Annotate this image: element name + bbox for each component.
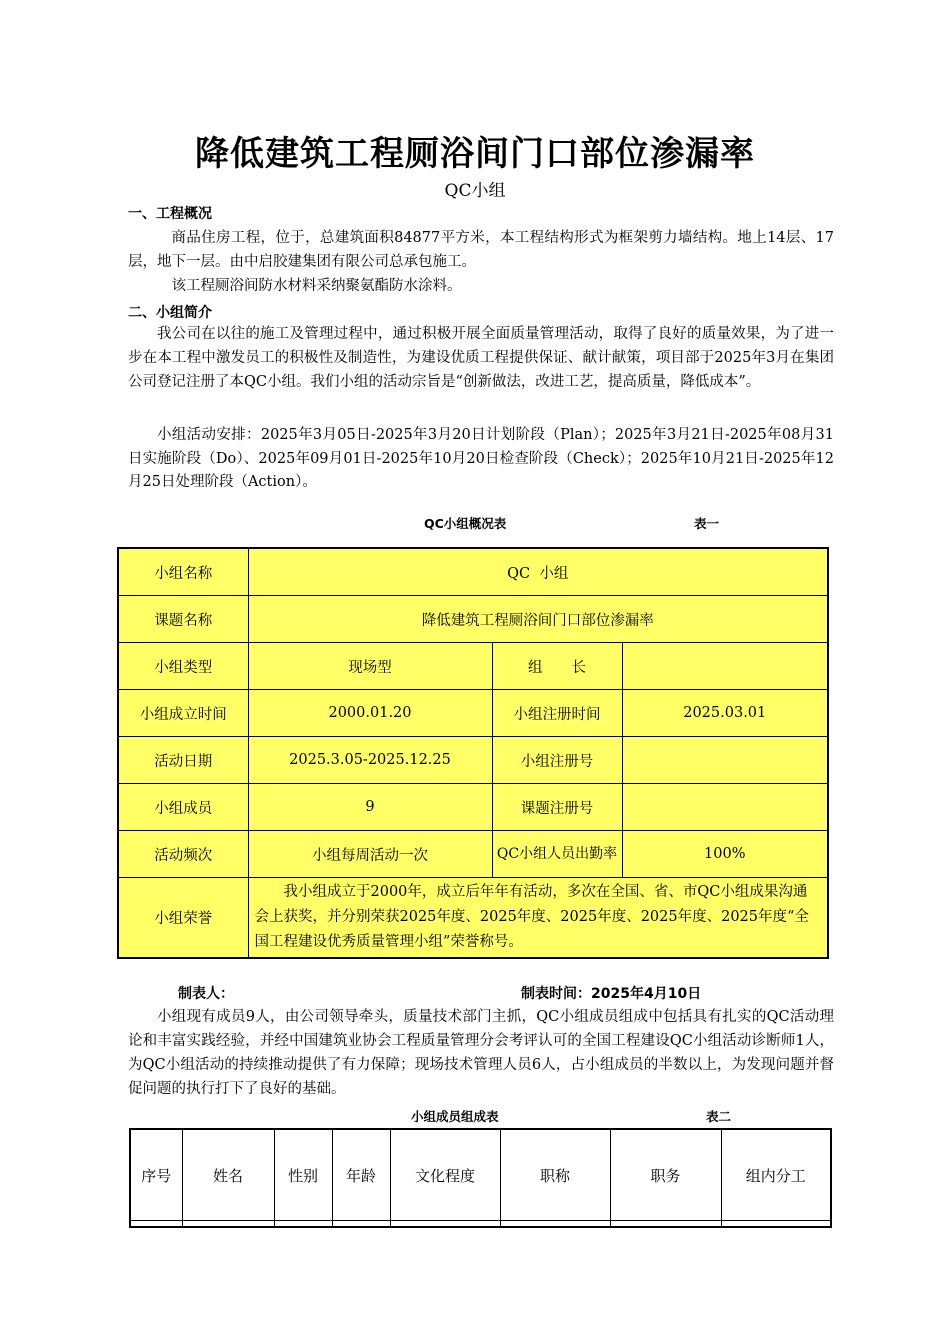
table-cell (610, 1221, 721, 1228)
header-cell-index: 序号 (130, 1129, 182, 1221)
table-cell (274, 1221, 332, 1228)
schedule-paragraph: 小组活动安排：2025年3月05日-2025年3月20日计划阶段（Plan）；2025年3月21日-2025年08月31日实施阶段（Do）、2025年09月01日-2025年10月20日检查阶段（Check）；2025年10月21日-2025年12月25日处理阶段（Action）。 (128, 427, 834, 490)
registration-time-label: 小组注册时间 (492, 690, 622, 737)
table1-number: 表一 (694, 516, 720, 531)
table1-caption: QC小组概况表 (424, 516, 507, 531)
table2-caption: 小组成员组成表 (411, 1109, 499, 1124)
honor-label: 小组荣誉 (118, 878, 248, 959)
members-paragraph: 小组现有成员9人，由公司领导牵头，质量技术部门主抓，QC小组成员组成中包括具有扎实的QC活动理论和丰富实践经验，并经中国建筑业协会工程质量管理分会考评认可的全国工程建设QC小组活动诊断师1人，为QC小组活动的持续推动提供了有力保障；现场技术管理人员6人，占小组成员的半数以上，为发现问题并督促问题的执行打下了良好的基础。 (128, 1009, 834, 1097)
table-row (118, 596, 828, 643)
honor-value: 我小组成立于2000年，成立后年年有活动，多次在全国、省、市QC小组成果沟通会上获奖，并分别荣获2025年度、2025年度、2025年度、2025年度、2025年度“全国工程建设优秀质量管理小组”荣誉称号。 (248, 878, 828, 959)
table-row (118, 548, 828, 596)
registration-number-label: 小组注册号 (492, 737, 622, 784)
document-title: 降低建筑工程厕浴间门口部位渗漏率 (195, 134, 755, 174)
table-cell (721, 1221, 831, 1228)
activity-date-value: 2025.3.05-2025.12.25 (248, 737, 492, 784)
frequency-value: 小组每周活动一次 (248, 831, 492, 878)
table-cell (500, 1221, 610, 1228)
topic-registration-value (622, 784, 828, 831)
table-row (118, 690, 828, 737)
table-row (118, 784, 828, 831)
section-heading-overview: 一、工程概况 (128, 206, 212, 222)
header-cell-education: 文化程度 (390, 1129, 500, 1221)
table-row (130, 1221, 831, 1228)
group-name-value: QC 小组 (248, 548, 828, 596)
topic-registration-label: 课题注册号 (492, 784, 622, 831)
group-members-table (129, 1128, 832, 1228)
table-row (118, 737, 828, 784)
table-cell (332, 1221, 390, 1228)
waterproof-paragraph: 该工程厕浴间防水材料采纳聚氨酯防水涂料。 (171, 278, 462, 294)
table2-number: 表二 (706, 1109, 732, 1124)
table-cell (182, 1221, 274, 1228)
members-value: 9 (248, 784, 492, 831)
frequency-label: 活动频次 (118, 831, 248, 878)
table-cell (390, 1221, 500, 1228)
header-cell-gender: 性别 (274, 1129, 332, 1221)
founded-label: 小组成立时间 (118, 690, 248, 737)
table-cell (130, 1221, 182, 1228)
header-cell-title: 职称 (500, 1129, 610, 1221)
header-cell-position: 职务 (610, 1129, 721, 1221)
table-row (118, 831, 828, 878)
group-type-label: 小组类型 (118, 643, 248, 690)
header-cell-role: 组内分工 (721, 1129, 831, 1221)
group-name-label: 小组名称 (118, 548, 248, 596)
leader-value (622, 643, 828, 690)
section-heading-group-intro: 二、小组简介 (128, 305, 212, 321)
topic-label: 课题名称 (118, 596, 248, 643)
leader-label: 组 长 (492, 643, 622, 690)
header-cell-name: 姓名 (182, 1129, 274, 1221)
activity-date-label: 活动日期 (118, 737, 248, 784)
founded-value: 2000.01.20 (248, 690, 492, 737)
document-subtitle: QC小组 (444, 181, 506, 201)
table-maker: 制表人： (178, 986, 234, 1002)
registration-time-value: 2025.03.01 (622, 690, 828, 737)
attendance-label: QC小组人员出勤率 (492, 831, 622, 878)
table-header-row (130, 1129, 831, 1221)
registration-number-value (622, 737, 828, 784)
table-row (118, 878, 828, 959)
topic-value: 降低建筑工程厕浴间门口部位渗漏率 (248, 596, 828, 643)
overview-paragraph: 商品住房工程，位于，总建筑面积84877平方米，本工程结构形式为框架剪力墙结构。地上14层、17层，地下一层。由中启胶建集团有限公司总承包施工。 (128, 230, 834, 270)
group-type-value: 现场型 (248, 643, 492, 690)
group-intro-paragraph: 我公司在以往的施工及管理过程中，通过积极开展全面质量管理活动，取得了良好的质量效果，为了进一步在本工程中激发员工的积极性及制造性，为建设优质工程提供保证、献计献策，项目部于2025年3月在集团公司登记注册了本QC小组。我们小组的活动宗旨是“创新做法，改进工艺，提高质量，降低成本”。 (128, 326, 834, 390)
qc-group-overview-table (117, 547, 829, 959)
attendance-value: 100% (622, 831, 828, 878)
header-cell-age: 年龄 (332, 1129, 390, 1221)
members-label: 小组成员 (118, 784, 248, 831)
table-date: 制表时间：2025年4月10日 (521, 986, 702, 1002)
table-row (118, 643, 828, 690)
